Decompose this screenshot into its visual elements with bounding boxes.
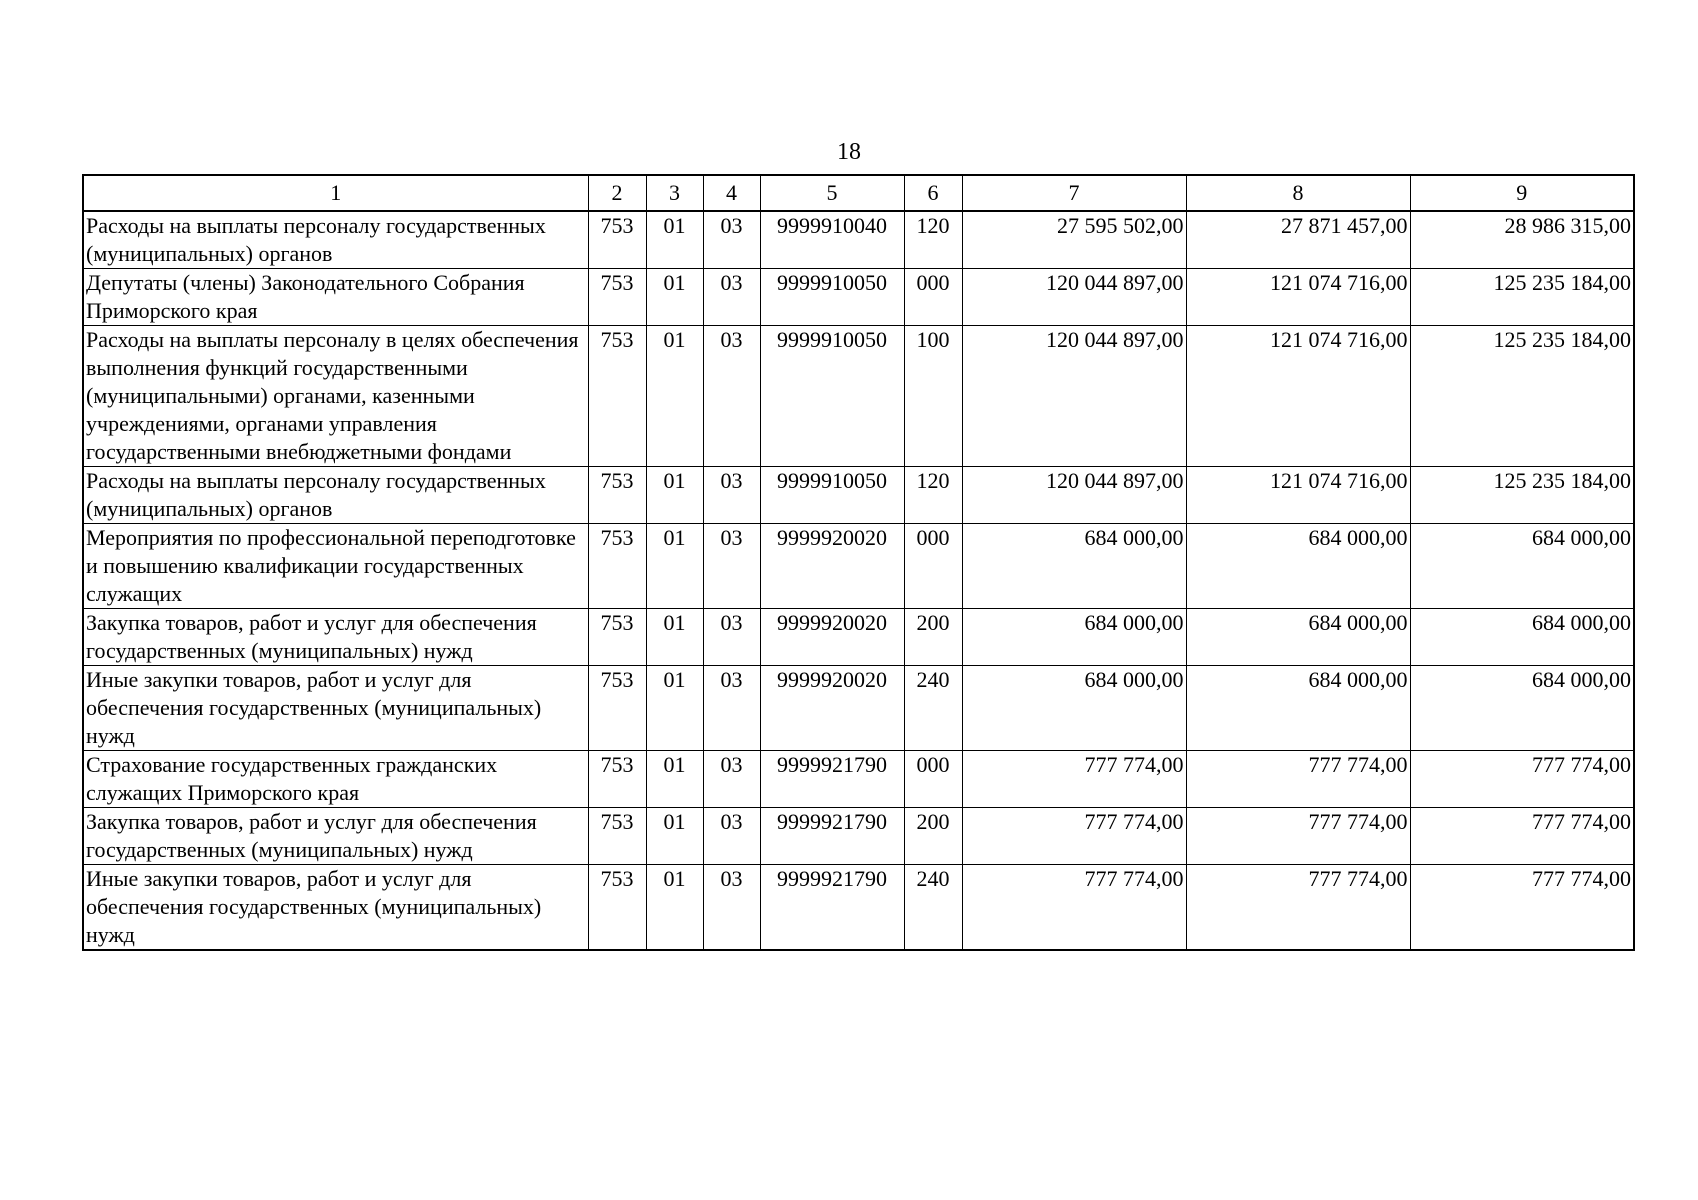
cell-subsection: 03: [703, 211, 760, 269]
table-row: [83, 269, 1634, 326]
cell-amount-7: 120 044 897,00: [962, 326, 1186, 467]
cell-amount-7: 27 595 502,00: [962, 211, 1186, 269]
row-name: Закупка товаров, работ и услуг для обеспечения государственных (муниципальных) нужд: [83, 808, 588, 865]
row-name: Закупка товаров, работ и услуг для обеспечения государственных (муниципальных) нужд: [83, 609, 588, 666]
cell-ministry-code: 753: [588, 269, 646, 326]
cell-ministry-code: 753: [588, 865, 646, 951]
cell-amount-9: 28 986 315,00: [1410, 211, 1634, 269]
cell-amount-9: 684 000,00: [1410, 666, 1634, 751]
cell-target-article: 9999921790: [760, 808, 904, 865]
cell-expense-type: 000: [904, 269, 962, 326]
row-name: Расходы на выплаты персоналу в целях обеспечения выполнения функций государственными (муниципальными) органами, казенными учреждениями, органами управления государственными внебюджетными фондами: [83, 326, 588, 467]
header-row: [83, 175, 1634, 211]
table-row: [83, 326, 1634, 467]
cell-section: 01: [646, 326, 703, 467]
cell-target-article: 9999921790: [760, 865, 904, 951]
cell-expense-type: 240: [904, 865, 962, 951]
table-row: [83, 467, 1634, 524]
cell-target-article: 9999920020: [760, 666, 904, 751]
cell-expense-type: 120: [904, 211, 962, 269]
column-header-5: 5: [760, 175, 904, 211]
cell-target-article: 9999910050: [760, 467, 904, 524]
cell-subsection: 03: [703, 269, 760, 326]
column-header-4: 4: [703, 175, 760, 211]
cell-ministry-code: 753: [588, 609, 646, 666]
cell-amount-9: 777 774,00: [1410, 751, 1634, 808]
cell-section: 01: [646, 609, 703, 666]
page-number: 18: [837, 139, 861, 165]
column-header-2: 2: [588, 175, 646, 211]
cell-ministry-code: 753: [588, 524, 646, 609]
table-row: [83, 609, 1634, 666]
row-name: Иные закупки товаров, работ и услуг для обеспечения государственных (муниципальных) нужд: [83, 666, 588, 751]
cell-ministry-code: 753: [588, 467, 646, 524]
cell-section: 01: [646, 751, 703, 808]
cell-subsection: 03: [703, 467, 760, 524]
cell-amount-8: 121 074 716,00: [1186, 269, 1410, 326]
cell-subsection: 03: [703, 609, 760, 666]
table-row: [83, 211, 1634, 269]
budget-table: [82, 174, 1635, 951]
column-header-8: 8: [1186, 175, 1410, 211]
cell-amount-8: 777 774,00: [1186, 751, 1410, 808]
row-name: Расходы на выплаты персоналу государственных (муниципальных) органов: [83, 467, 588, 524]
cell-section: 01: [646, 808, 703, 865]
cell-amount-9: 125 235 184,00: [1410, 467, 1634, 524]
cell-subsection: 03: [703, 326, 760, 467]
cell-amount-9: 777 774,00: [1410, 808, 1634, 865]
cell-amount-7: 684 000,00: [962, 524, 1186, 609]
row-name: Мероприятия по профессиональной переподготовке и повышению квалификации государственных служащих: [83, 524, 588, 609]
cell-section: 01: [646, 666, 703, 751]
cell-expense-type: 200: [904, 808, 962, 865]
cell-section: 01: [646, 865, 703, 951]
cell-section: 01: [646, 467, 703, 524]
table-row: [83, 865, 1634, 951]
cell-amount-8: 777 774,00: [1186, 865, 1410, 951]
cell-subsection: 03: [703, 666, 760, 751]
table-row: [83, 751, 1634, 808]
cell-amount-9: 684 000,00: [1410, 524, 1634, 609]
cell-amount-9: 125 235 184,00: [1410, 326, 1634, 467]
cell-amount-7: 684 000,00: [962, 666, 1186, 751]
cell-amount-9: 125 235 184,00: [1410, 269, 1634, 326]
column-header-7: 7: [962, 175, 1186, 211]
cell-amount-8: 777 774,00: [1186, 808, 1410, 865]
cell-subsection: 03: [703, 865, 760, 951]
column-header-3: 3: [646, 175, 703, 211]
cell-target-article: 9999920020: [760, 524, 904, 609]
cell-amount-7: 120 044 897,00: [962, 269, 1186, 326]
cell-ministry-code: 753: [588, 808, 646, 865]
cell-target-article: 9999910040: [760, 211, 904, 269]
cell-ministry-code: 753: [588, 751, 646, 808]
cell-amount-7: 120 044 897,00: [962, 467, 1186, 524]
cell-section: 01: [646, 524, 703, 609]
cell-expense-type: 100: [904, 326, 962, 467]
cell-target-article: 9999910050: [760, 269, 904, 326]
cell-subsection: 03: [703, 808, 760, 865]
cell-expense-type: 240: [904, 666, 962, 751]
row-name: Депутаты (члены) Законодательного Собрания Приморского края: [83, 269, 588, 326]
cell-section: 01: [646, 269, 703, 326]
table-row: [83, 808, 1634, 865]
cell-amount-7: 777 774,00: [962, 751, 1186, 808]
cell-expense-type: 200: [904, 609, 962, 666]
row-name: Иные закупки товаров, работ и услуг для обеспечения государственных (муниципальных) нужд: [83, 865, 588, 951]
cell-amount-8: 684 000,00: [1186, 609, 1410, 666]
cell-amount-8: 684 000,00: [1186, 666, 1410, 751]
cell-amount-8: 121 074 716,00: [1186, 326, 1410, 467]
cell-target-article: 9999910050: [760, 326, 904, 467]
cell-amount-9: 684 000,00: [1410, 609, 1634, 666]
cell-ministry-code: 753: [588, 666, 646, 751]
column-header-6: 6: [904, 175, 962, 211]
cell-amount-7: 777 774,00: [962, 865, 1186, 951]
cell-target-article: 9999920020: [760, 609, 904, 666]
row-name: Страхование государственных гражданских служащих Приморского края: [83, 751, 588, 808]
cell-ministry-code: 753: [588, 326, 646, 467]
column-header-9: 9: [1410, 175, 1634, 211]
cell-subsection: 03: [703, 751, 760, 808]
cell-amount-7: 684 000,00: [962, 609, 1186, 666]
column-header-1: 1: [83, 175, 588, 211]
cell-ministry-code: 753: [588, 211, 646, 269]
cell-expense-type: 120: [904, 467, 962, 524]
cell-amount-9: 777 774,00: [1410, 865, 1634, 951]
row-name: Расходы на выплаты персоналу государственных (муниципальных) органов: [83, 211, 588, 269]
cell-subsection: 03: [703, 524, 760, 609]
cell-amount-8: 684 000,00: [1186, 524, 1410, 609]
table-row: [83, 666, 1634, 751]
cell-expense-type: 000: [904, 524, 962, 609]
cell-expense-type: 000: [904, 751, 962, 808]
cell-amount-8: 121 074 716,00: [1186, 467, 1410, 524]
cell-amount-7: 777 774,00: [962, 808, 1186, 865]
cell-amount-8: 27 871 457,00: [1186, 211, 1410, 269]
table-row: [83, 524, 1634, 609]
cell-section: 01: [646, 211, 703, 269]
cell-target-article: 9999921790: [760, 751, 904, 808]
